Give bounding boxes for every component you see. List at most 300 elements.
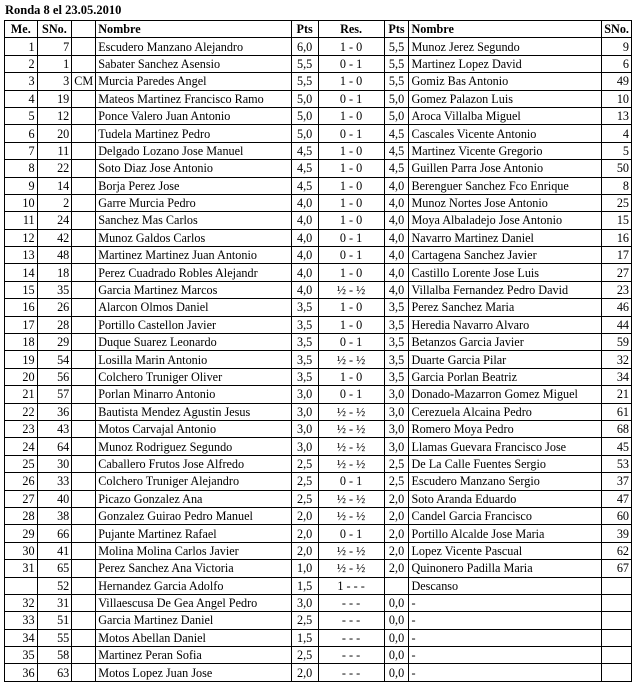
opponent-name: Lopez Vicente Pascual xyxy=(409,542,602,559)
player-title xyxy=(72,107,96,124)
player-points: 2,0 xyxy=(291,542,318,559)
table-row xyxy=(5,177,632,194)
player-name: Bautista Mendez Agustin Jesus xyxy=(96,403,292,420)
opponent-points: 4,0 xyxy=(384,177,409,194)
table-row xyxy=(5,507,632,524)
board-number: 17 xyxy=(5,316,38,333)
player-title xyxy=(72,438,96,455)
table-row xyxy=(5,212,632,229)
player-name: Losilla Marin Antonio xyxy=(96,351,292,368)
result: 1 - 0 xyxy=(318,107,384,124)
player-points: 1,5 xyxy=(291,577,318,594)
start-number: 41 xyxy=(37,542,72,559)
player-points: 3,5 xyxy=(291,368,318,385)
table-row xyxy=(5,420,632,437)
result: ½ - ½ xyxy=(318,560,384,577)
table-row xyxy=(5,334,632,351)
start-number: 38 xyxy=(37,507,72,524)
board-number: 4 xyxy=(5,90,38,107)
table-row xyxy=(5,542,632,559)
player-title xyxy=(72,229,96,246)
start-number: 22 xyxy=(37,160,72,177)
player-points: 4,0 xyxy=(291,281,318,298)
opponent-name: Portillo Alcalde Jose Maria xyxy=(409,525,602,542)
opponent-name: Cascales Vicente Antonio xyxy=(409,125,602,142)
opponent-start-number: 50 xyxy=(602,160,632,177)
board-number: 11 xyxy=(5,212,38,229)
start-number: 18 xyxy=(37,264,72,281)
opponent-start-number: 21 xyxy=(602,386,632,403)
board-number: 14 xyxy=(5,264,38,281)
start-number: 24 xyxy=(37,212,72,229)
opponent-points: 0,0 xyxy=(384,664,409,681)
table-row xyxy=(5,264,632,281)
opponent-points: 5,5 xyxy=(384,73,409,90)
opponent-points: 3,5 xyxy=(384,316,409,333)
table-row xyxy=(5,438,632,455)
start-number: 2 xyxy=(37,194,72,211)
start-number: 56 xyxy=(37,368,72,385)
player-title xyxy=(72,664,96,681)
opponent-start-number xyxy=(602,647,632,664)
opponent-points: 4,5 xyxy=(384,160,409,177)
start-number: 66 xyxy=(37,525,72,542)
player-title xyxy=(72,490,96,507)
opponent-start-number: 61 xyxy=(602,403,632,420)
header-title xyxy=(72,21,96,38)
opponent-name: Escudero Manzano Sergio xyxy=(409,473,602,490)
board-number: 5 xyxy=(5,107,38,124)
player-points: 4,5 xyxy=(291,177,318,194)
result: - - - xyxy=(318,594,384,611)
board-number: 3 xyxy=(5,73,38,90)
pairings-table xyxy=(4,20,632,682)
header-pts: Pts xyxy=(291,21,318,38)
player-points: 3,0 xyxy=(291,386,318,403)
header-me: Me. xyxy=(5,21,38,38)
player-title xyxy=(72,160,96,177)
board-number: 32 xyxy=(5,594,38,611)
player-name: Pujante Martinez Rafael xyxy=(96,525,292,542)
opponent-points: 2,0 xyxy=(384,507,409,524)
player-name: Motos Carvajal Antonio xyxy=(96,420,292,437)
opponent-name: Aroca Villalba Miguel xyxy=(409,107,602,124)
table-row xyxy=(5,386,632,403)
board-number: 24 xyxy=(5,438,38,455)
player-name: Alarcon Olmos Daniel xyxy=(96,299,292,316)
opponent-name: Romero Moya Pedro xyxy=(409,420,602,437)
result: 1 - 0 xyxy=(318,142,384,159)
start-number: 35 xyxy=(37,281,72,298)
player-title xyxy=(72,455,96,472)
result: 0 - 1 xyxy=(318,247,384,264)
table-row xyxy=(5,125,632,142)
opponent-start-number: 59 xyxy=(602,334,632,351)
start-number: 31 xyxy=(37,594,72,611)
opponent-points: 5,5 xyxy=(384,38,409,55)
opponent-points: 2,0 xyxy=(384,542,409,559)
table-row xyxy=(5,525,632,542)
start-number: 51 xyxy=(37,612,72,629)
player-name: Munoz Galdos Carlos xyxy=(96,229,292,246)
board-number: 34 xyxy=(5,629,38,646)
player-name: Munoz Rodriguez Segundo xyxy=(96,438,292,455)
player-points: 3,5 xyxy=(291,334,318,351)
player-points: 3,5 xyxy=(291,299,318,316)
start-number: 52 xyxy=(37,577,72,594)
result: ½ - ½ xyxy=(318,438,384,455)
opponent-points: 3,0 xyxy=(384,420,409,437)
start-number: 12 xyxy=(37,107,72,124)
opponent-points: 4,0 xyxy=(384,229,409,246)
opponent-start-number xyxy=(602,577,632,594)
player-name: Sanchez Mas Carlos xyxy=(96,212,292,229)
opponent-name: Cartagena Sanchez Javier xyxy=(409,247,602,264)
player-title xyxy=(72,55,96,72)
start-number: 1 xyxy=(37,55,72,72)
opponent-start-number: 44 xyxy=(602,316,632,333)
board-number: 36 xyxy=(5,664,38,681)
opponent-start-number: 39 xyxy=(602,525,632,542)
opponent-start-number xyxy=(602,594,632,611)
opponent-points: 3,5 xyxy=(384,334,409,351)
opponent-name: Gomiz Bas Antonio xyxy=(409,73,602,90)
board-number: 26 xyxy=(5,473,38,490)
player-name: Escudero Manzano Alejandro xyxy=(96,38,292,55)
result: ½ - ½ xyxy=(318,281,384,298)
player-title xyxy=(72,264,96,281)
header-row xyxy=(5,21,632,38)
header-res: Res. xyxy=(318,21,384,38)
board-number: 20 xyxy=(5,368,38,385)
player-name: Colchero Truniger Alejandro xyxy=(96,473,292,490)
start-number: 64 xyxy=(37,438,72,455)
board-number: 7 xyxy=(5,142,38,159)
start-number: 36 xyxy=(37,403,72,420)
result: ½ - ½ xyxy=(318,420,384,437)
opponent-points: 4,5 xyxy=(384,125,409,142)
result: 1 - 0 xyxy=(318,160,384,177)
opponent-points: 3,0 xyxy=(384,386,409,403)
start-number: 26 xyxy=(37,299,72,316)
board-number: 15 xyxy=(5,281,38,298)
opponent-name: Heredia Navarro Alvaro xyxy=(409,316,602,333)
board-number: 18 xyxy=(5,334,38,351)
opponent-name: Moya Albaladejo Jose Antonio xyxy=(409,212,602,229)
opponent-points: 5,5 xyxy=(384,55,409,72)
board-number: 1 xyxy=(5,38,38,55)
opponent-name: Munoz Nortes Jose Antonio xyxy=(409,194,602,211)
player-title xyxy=(72,212,96,229)
opponent-start-number: 67 xyxy=(602,560,632,577)
player-name: Picazo Gonzalez Ana xyxy=(96,490,292,507)
result: 1 - 0 xyxy=(318,368,384,385)
opponent-start-number: 17 xyxy=(602,247,632,264)
opponent-points: 0,0 xyxy=(384,594,409,611)
board-number: 33 xyxy=(5,612,38,629)
result: 0 - 1 xyxy=(318,90,384,107)
table-row xyxy=(5,194,632,211)
opponent-start-number: 62 xyxy=(602,542,632,559)
opponent-name: Martinez Vicente Gregorio xyxy=(409,142,602,159)
player-name: Martinez Martinez Juan Antonio xyxy=(96,247,292,264)
player-title: CM xyxy=(72,73,96,90)
start-number: 20 xyxy=(37,125,72,142)
player-title xyxy=(72,194,96,211)
table-row xyxy=(5,594,632,611)
opponent-points xyxy=(384,577,409,594)
opponent-name: Navarro Martinez Daniel xyxy=(409,229,602,246)
result: 0 - 1 xyxy=(318,229,384,246)
player-name: Ponce Valero Juan Antonio xyxy=(96,107,292,124)
result: - - - xyxy=(318,664,384,681)
player-name: Soto Diaz Jose Antonio xyxy=(96,160,292,177)
player-title xyxy=(72,125,96,142)
player-name: Martinez Peran Sofia xyxy=(96,647,292,664)
opponent-points: 5,0 xyxy=(384,107,409,124)
player-points: 5,0 xyxy=(291,125,318,142)
table-row xyxy=(5,490,632,507)
start-number: 30 xyxy=(37,455,72,472)
player-title xyxy=(72,351,96,368)
result: 0 - 1 xyxy=(318,473,384,490)
start-number: 57 xyxy=(37,386,72,403)
opponent-start-number: 45 xyxy=(602,438,632,455)
player-title xyxy=(72,368,96,385)
result: 1 - 0 xyxy=(318,316,384,333)
player-points: 2,0 xyxy=(291,664,318,681)
player-points: 4,0 xyxy=(291,229,318,246)
player-title xyxy=(72,403,96,420)
board-number: 9 xyxy=(5,177,38,194)
player-title xyxy=(72,647,96,664)
player-points: 3,5 xyxy=(291,316,318,333)
player-name: Garre Murcia Pedro xyxy=(96,194,292,211)
opponent-start-number: 5 xyxy=(602,142,632,159)
result: 0 - 1 xyxy=(318,125,384,142)
player-points: 3,5 xyxy=(291,351,318,368)
player-title xyxy=(72,507,96,524)
start-number: 40 xyxy=(37,490,72,507)
player-title xyxy=(72,142,96,159)
opponent-start-number: 46 xyxy=(602,299,632,316)
result: - - - xyxy=(318,629,384,646)
player-points: 2,5 xyxy=(291,612,318,629)
start-number: 54 xyxy=(37,351,72,368)
result: ½ - ½ xyxy=(318,455,384,472)
start-number: 28 xyxy=(37,316,72,333)
start-number: 48 xyxy=(37,247,72,264)
start-number: 43 xyxy=(37,420,72,437)
player-name: Borja Perez Jose xyxy=(96,177,292,194)
opponent-start-number: 34 xyxy=(602,368,632,385)
opponent-start-number: 9 xyxy=(602,38,632,55)
header-sno: SNo. xyxy=(37,21,72,38)
start-number: 42 xyxy=(37,229,72,246)
player-title xyxy=(72,473,96,490)
player-name: Motos Lopez Juan Jose xyxy=(96,664,292,681)
player-name: Duque Suarez Leonardo xyxy=(96,334,292,351)
player-points: 4,5 xyxy=(291,142,318,159)
opponent-name: - xyxy=(409,664,602,681)
opponent-name: Gomez Palazon Luis xyxy=(409,90,602,107)
player-points: 2,5 xyxy=(291,647,318,664)
table-row xyxy=(5,38,632,55)
opponent-points: 4,5 xyxy=(384,142,409,159)
player-name: Gonzalez Guirao Pedro Manuel xyxy=(96,507,292,524)
player-title xyxy=(72,38,96,55)
player-points: 5,0 xyxy=(291,107,318,124)
player-name: Tudela Martinez Pedro xyxy=(96,125,292,142)
opponent-points: 3,5 xyxy=(384,299,409,316)
table-row xyxy=(5,299,632,316)
opponent-points: 3,5 xyxy=(384,351,409,368)
opponent-points: 4,0 xyxy=(384,264,409,281)
opponent-name: Donado-Mazarron Gomez Miguel xyxy=(409,386,602,403)
table-row xyxy=(5,107,632,124)
table-row xyxy=(5,577,632,594)
board-number: 31 xyxy=(5,560,38,577)
opponent-points: 0,0 xyxy=(384,647,409,664)
opponent-points: 3,0 xyxy=(384,403,409,420)
opponent-points: 2,5 xyxy=(384,473,409,490)
opponent-start-number: 13 xyxy=(602,107,632,124)
player-points: 1,5 xyxy=(291,629,318,646)
opponent-name: Martinez Lopez David xyxy=(409,55,602,72)
result: ½ - ½ xyxy=(318,351,384,368)
result: ½ - ½ xyxy=(318,542,384,559)
board-number: 8 xyxy=(5,160,38,177)
result: 1 - - - xyxy=(318,577,384,594)
opponent-start-number: 32 xyxy=(602,351,632,368)
table-row xyxy=(5,90,632,107)
opponent-start-number: 8 xyxy=(602,177,632,194)
table-row xyxy=(5,142,632,159)
opponent-name: Cerezuela Alcaina Pedro xyxy=(409,403,602,420)
opponent-name: - xyxy=(409,612,602,629)
player-title xyxy=(72,594,96,611)
start-number: 14 xyxy=(37,177,72,194)
player-name: Villaescusa De Gea Angel Pedro xyxy=(96,594,292,611)
player-points: 2,5 xyxy=(291,455,318,472)
opponent-points: 2,5 xyxy=(384,455,409,472)
opponent-points: 2,0 xyxy=(384,525,409,542)
player-points: 4,0 xyxy=(291,212,318,229)
player-title xyxy=(72,525,96,542)
table-row xyxy=(5,160,632,177)
opponent-name: Candel Garcia Francisco xyxy=(409,507,602,524)
opponent-points: 2,0 xyxy=(384,560,409,577)
table-row xyxy=(5,316,632,333)
opponent-start-number xyxy=(602,612,632,629)
result: 0 - 1 xyxy=(318,334,384,351)
opponent-points: 0,0 xyxy=(384,629,409,646)
board-number: 30 xyxy=(5,542,38,559)
board-number: 29 xyxy=(5,525,38,542)
start-number: 7 xyxy=(37,38,72,55)
player-points: 4,0 xyxy=(291,194,318,211)
table-row xyxy=(5,629,632,646)
player-name: Murcia Paredes Angel xyxy=(96,73,292,90)
player-name: Mateos Martinez Francisco Ramo xyxy=(96,90,292,107)
player-title xyxy=(72,281,96,298)
start-number: 11 xyxy=(37,142,72,159)
opponent-points: 3,0 xyxy=(384,438,409,455)
opponent-name: Perez Sanchez Maria xyxy=(409,299,602,316)
opponent-points: 4,0 xyxy=(384,281,409,298)
table-row xyxy=(5,664,632,681)
player-title xyxy=(72,542,96,559)
player-title xyxy=(72,247,96,264)
opponent-start-number: 68 xyxy=(602,420,632,437)
opponent-name: Llamas Guevara Francisco Jose xyxy=(409,438,602,455)
opponent-points: 2,0 xyxy=(384,490,409,507)
result: ½ - ½ xyxy=(318,490,384,507)
table-row xyxy=(5,351,632,368)
start-number: 58 xyxy=(37,647,72,664)
opponent-start-number: 6 xyxy=(602,55,632,72)
opponent-name: - xyxy=(409,594,602,611)
result: - - - xyxy=(318,647,384,664)
opponent-start-number: 37 xyxy=(602,473,632,490)
opponent-points: 3,5 xyxy=(384,368,409,385)
player-name: Delgado Lozano Jose Manuel xyxy=(96,142,292,159)
board-number xyxy=(5,577,38,594)
player-points: 3,0 xyxy=(291,403,318,420)
board-number: 19 xyxy=(5,351,38,368)
opponent-name: Quinonero Padilla Maria xyxy=(409,560,602,577)
opponent-name: Garcia Porlan Beatriz xyxy=(409,368,602,385)
opponent-start-number: 23 xyxy=(602,281,632,298)
result: 1 - 0 xyxy=(318,299,384,316)
board-number: 28 xyxy=(5,507,38,524)
opponent-name: Soto Aranda Eduardo xyxy=(409,490,602,507)
result: 0 - 1 xyxy=(318,525,384,542)
opponent-name: Munoz Jerez Segundo xyxy=(409,38,602,55)
player-points: 3,0 xyxy=(291,420,318,437)
table-row xyxy=(5,247,632,264)
opponent-start-number xyxy=(602,629,632,646)
table-row xyxy=(5,403,632,420)
table-row xyxy=(5,612,632,629)
table-row xyxy=(5,73,632,90)
player-name: Perez Cuadrado Robles Alejandr xyxy=(96,264,292,281)
opponent-start-number: 27 xyxy=(602,264,632,281)
opponent-start-number: 60 xyxy=(602,507,632,524)
header-sno-opponent: SNo. xyxy=(602,21,632,38)
player-name: Portillo Castellon Javier xyxy=(96,316,292,333)
player-points: 5,5 xyxy=(291,73,318,90)
player-title xyxy=(72,316,96,333)
table-row xyxy=(5,368,632,385)
player-points: 1,0 xyxy=(291,560,318,577)
board-number: 27 xyxy=(5,490,38,507)
start-number: 29 xyxy=(37,334,72,351)
board-number: 16 xyxy=(5,299,38,316)
player-name: Hernandez Garcia Adolfo xyxy=(96,577,292,594)
header-pts-opponent: Pts xyxy=(384,21,409,38)
start-number: 19 xyxy=(37,90,72,107)
result: 0 - 1 xyxy=(318,386,384,403)
player-points: 2,5 xyxy=(291,473,318,490)
player-name: Porlan Minarro Antonio xyxy=(96,386,292,403)
player-points: 2,0 xyxy=(291,525,318,542)
result: 1 - 0 xyxy=(318,212,384,229)
result: - - - xyxy=(318,612,384,629)
result: 1 - 0 xyxy=(318,264,384,281)
result: ½ - ½ xyxy=(318,507,384,524)
opponent-name: Berenguer Sanchez Fco Enrique xyxy=(409,177,602,194)
